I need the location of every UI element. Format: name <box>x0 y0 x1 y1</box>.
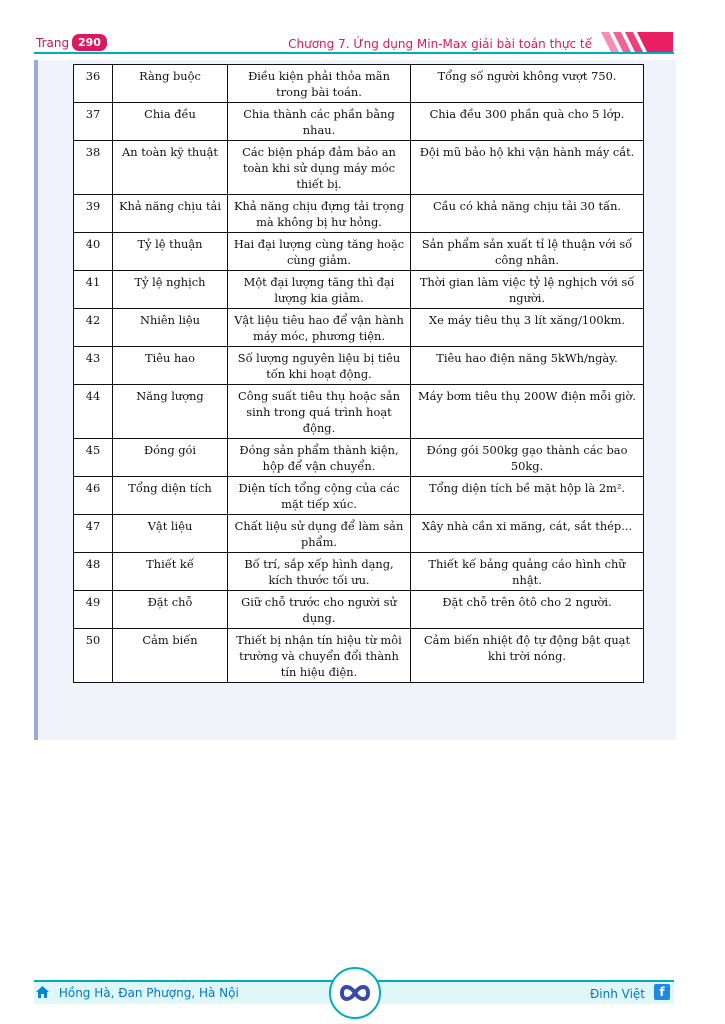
row-example: Tiêu hao điện năng 5kWh/ngày. <box>411 347 644 385</box>
row-definition: Công suất tiêu thụ hoặc sản sinh trong quá trình hoạt động. <box>228 385 411 439</box>
row-term: Cảm biến <box>113 629 228 683</box>
row-term: Khả năng chịu tải <box>113 195 228 233</box>
row-example: Tổng diện tích bề mặt hộp là 2m². <box>411 477 644 515</box>
row-definition: Vật liệu tiêu hao để vận hành máy móc, phương tiện. <box>228 309 411 347</box>
decorative-stripes-icon <box>593 32 673 52</box>
footer-location <box>36 986 239 1000</box>
table-row <box>74 65 644 103</box>
row-example: Sản phẩm sản xuất tỉ lệ thuận với số công nhân. <box>411 233 644 271</box>
row-term: Vật liệu <box>113 515 228 553</box>
row-definition: Giữ chỗ trước cho người sử dụng. <box>228 591 411 629</box>
row-number: 49 <box>74 591 113 629</box>
row-number: 40 <box>74 233 113 271</box>
table-row <box>74 103 644 141</box>
home-icon <box>36 986 49 998</box>
table-row <box>74 439 644 477</box>
page-header <box>0 0 725 60</box>
header-divider <box>34 52 674 54</box>
row-number: 39 <box>74 195 113 233</box>
row-term: Ràng buộc <box>113 65 228 103</box>
table-row <box>74 477 644 515</box>
row-example: Tổng số người không vượt 750. <box>411 65 644 103</box>
footer-author: Đinh Việt <box>589 987 645 1001</box>
table-row <box>74 385 644 439</box>
infinity-logo-icon <box>329 967 381 1019</box>
row-number: 36 <box>74 65 113 103</box>
row-definition: Số lượng nguyên liệu bị tiêu tốn khi hoạt động. <box>228 347 411 385</box>
row-term: Nhiên liệu <box>113 309 228 347</box>
row-definition: Chia thành các phần bằng nhau. <box>228 103 411 141</box>
row-term: Đóng gói <box>113 439 228 477</box>
table-row <box>74 271 644 309</box>
row-number: 48 <box>74 553 113 591</box>
glossary-table <box>73 64 644 683</box>
table-row <box>74 347 644 385</box>
row-number: 38 <box>74 141 113 195</box>
row-example: Xe máy tiêu thụ 3 lít xăng/100km. <box>411 309 644 347</box>
table-row <box>74 233 644 271</box>
page-number-badge: 290 <box>72 34 107 51</box>
row-number: 42 <box>74 309 113 347</box>
row-number: 47 <box>74 515 113 553</box>
row-term: Năng lượng <box>113 385 228 439</box>
row-number: 46 <box>74 477 113 515</box>
row-example: Chia đều 300 phần quà cho 5 lớp. <box>411 103 644 141</box>
table-row <box>74 553 644 591</box>
row-number: 45 <box>74 439 113 477</box>
row-term: Chia đều <box>113 103 228 141</box>
row-example: Cảm biến nhiệt độ tự động bật quạt khi trời nóng. <box>411 629 644 683</box>
row-definition: Khả năng chịu đựng tải trọng mà không bị hư hỏng. <box>228 195 411 233</box>
row-definition: Diện tích tổng cộng của các mặt tiếp xúc. <box>228 477 411 515</box>
row-example: Xây nhà cần xi măng, cát, sắt thép... <box>411 515 644 553</box>
footer-location-text: Hồng Hà, Đan Phượng, Hà Nội <box>58 986 239 1000</box>
row-term: Tỷ lệ nghịch <box>113 271 228 309</box>
row-number: 43 <box>74 347 113 385</box>
row-term: Tổng diện tích <box>113 477 228 515</box>
row-example: Đặt chỗ trên ôtô cho 2 người. <box>411 591 644 629</box>
row-definition: Thiết bị nhận tín hiệu từ môi trường và chuyển đổi thành tín hiệu điện. <box>228 629 411 683</box>
row-example: Cầu có khả năng chịu tải 30 tấn. <box>411 195 644 233</box>
row-example: Máy bơm tiêu thụ 200W điện mỗi giờ. <box>411 385 644 439</box>
row-definition: Bố trí, sắp xếp hình dạng, kích thước tối ưu. <box>228 553 411 591</box>
row-number: 50 <box>74 629 113 683</box>
row-number: 41 <box>74 271 113 309</box>
chapter-title: Chương 7. Ứng dụng Min-Max giải bài toán thực tế <box>288 37 592 51</box>
row-definition: Hai đại lượng cùng tăng hoặc cùng giảm. <box>228 233 411 271</box>
table-row <box>74 141 644 195</box>
row-definition: Đóng sản phẩm thành kiện, hộp để vận chuyển. <box>228 439 411 477</box>
row-definition: Chất liệu sử dụng để làm sản phẩm. <box>228 515 411 553</box>
table-row <box>74 629 644 683</box>
facebook-icon[interactable]: f <box>654 984 670 1000</box>
row-definition: Một đại lượng tăng thì đại lượng kia giảm. <box>228 271 411 309</box>
row-definition: Các biện pháp đảm bảo an toàn khi sử dụng máy móc thiết bị. <box>228 141 411 195</box>
table-row <box>74 591 644 629</box>
row-term: Đặt chỗ <box>113 591 228 629</box>
row-term: Thiết kế <box>113 553 228 591</box>
row-example: Đội mũ bảo hộ khi vận hành máy cắt. <box>411 141 644 195</box>
table-row <box>74 515 644 553</box>
table-row <box>74 309 644 347</box>
infinity-symbol-icon <box>331 969 379 1017</box>
row-number: 37 <box>74 103 113 141</box>
row-example: Thời gian làm việc tỷ lệ nghịch với số người. <box>411 271 644 309</box>
table-row <box>74 195 644 233</box>
trang-label: Trang <box>36 36 70 50</box>
row-definition: Điều kiện phải thỏa mãn trong bài toán. <box>228 65 411 103</box>
row-term: Tiêu hao <box>113 347 228 385</box>
row-number: 44 <box>74 385 113 439</box>
row-term: An toàn kỹ thuật <box>113 141 228 195</box>
row-example: Thiết kế bảng quảng cáo hình chữ nhật. <box>411 553 644 591</box>
row-example: Đóng gói 500kg gạo thành các bao 50kg. <box>411 439 644 477</box>
row-term: Tỷ lệ thuận <box>113 233 228 271</box>
